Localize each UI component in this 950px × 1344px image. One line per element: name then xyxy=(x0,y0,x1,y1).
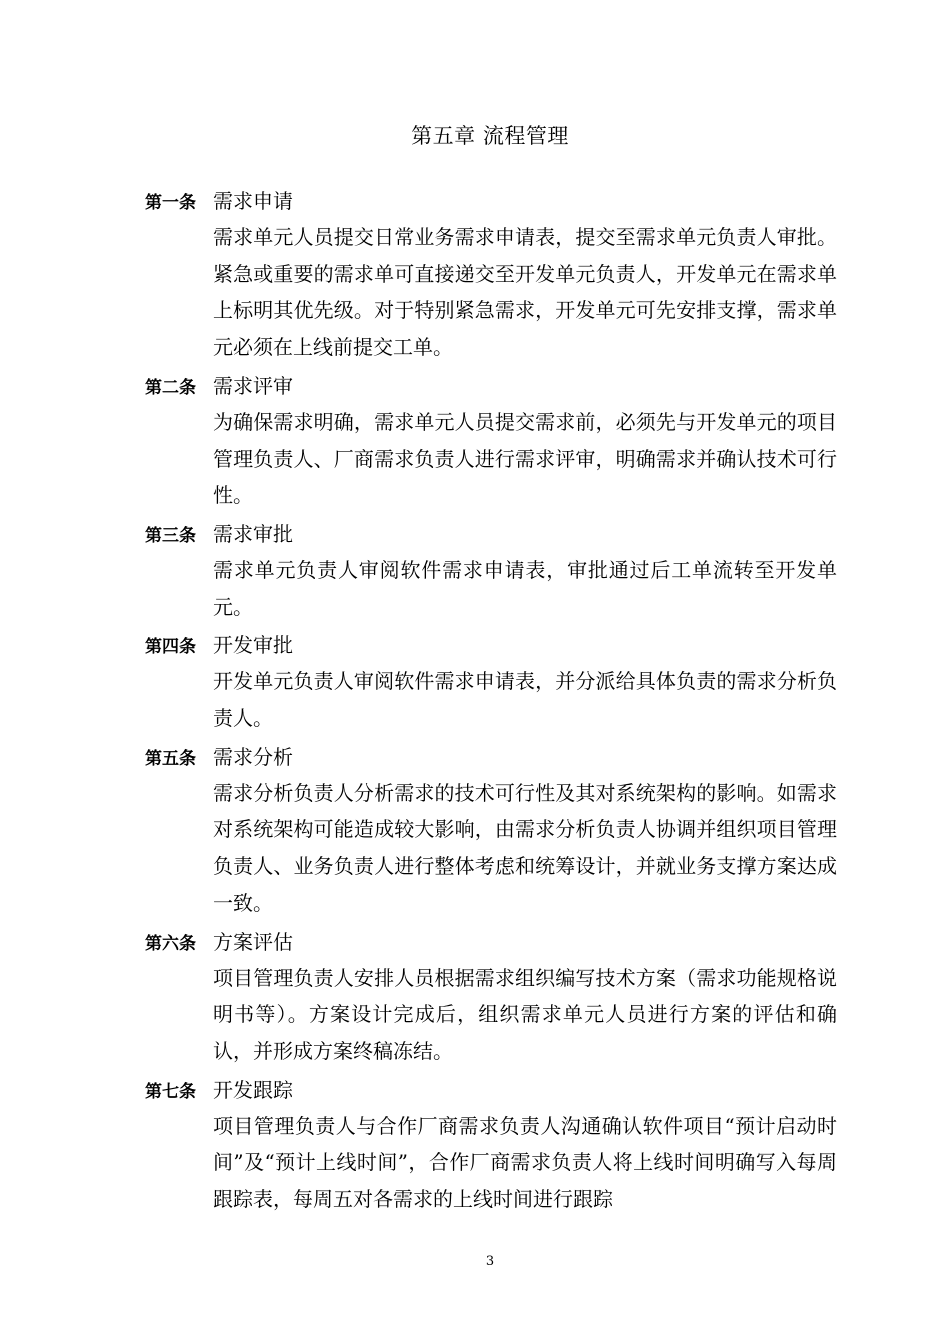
article-6 xyxy=(145,924,840,1070)
article-number: 第三条 xyxy=(145,525,196,546)
article-1 xyxy=(145,183,840,366)
article-body: 需求分析负责人分析需求的技术可行性及其对系统架构的影响。如需求对系统架构可能造成较大影响，由需求分析负责人协调并组织项目管理负责人、业务负责人进行整体考虑和统筹设计，并就业务支撑方案达成一致。 xyxy=(213,780,837,915)
article-heading xyxy=(145,516,840,552)
article-list xyxy=(145,183,840,1220)
article-title: 需求审批 xyxy=(213,521,293,546)
article-number: 第七条 xyxy=(145,1081,196,1102)
article-title: 方案评估 xyxy=(213,929,293,954)
article-heading xyxy=(145,924,840,960)
article-body: 开发单元负责人审阅软件需求申请表，并分派给具体负责的需求分析负责人。 xyxy=(213,669,837,731)
article-number: 第一条 xyxy=(145,193,196,213)
article-body: 为确保需求明确，需求单元人员提交需求前，必须先与开发单元的项目管理负责人、厂商需求负责人进行需求评审，明确需求并确认技术可行性。 xyxy=(213,409,837,508)
article-heading xyxy=(145,1072,840,1108)
article-number: 第二条 xyxy=(145,377,196,398)
chapter-title: 第五章 流程管理 xyxy=(411,124,569,148)
article-title: 需求评审 xyxy=(213,373,293,398)
article-number: 第五条 xyxy=(145,748,196,769)
article-2 xyxy=(145,368,840,514)
article-title: 需求分析 xyxy=(213,744,293,769)
article-body: 需求单元负责人审阅软件需求申请表，审批通过后工单流转至开发单元。 xyxy=(213,557,837,619)
article-heading xyxy=(145,627,840,663)
article-3 xyxy=(145,516,840,625)
article-4 xyxy=(145,627,840,736)
article-heading xyxy=(145,183,840,219)
article-number: 第六条 xyxy=(145,933,196,954)
article-body: 项目管理负责人与合作厂商需求负责人沟通确认软件项目“预计启动时间”及“预计上线时间”，合作厂商需求负责人将上线时间明确写入每周跟踪表，每周五对各需求的上线时间进行跟踪 xyxy=(213,1113,837,1212)
article-body: 需求单元人员提交日常业务需求申请表，提交至需求单元负责人审批。紧急或重要的需求单可直接递交至开发单元负责人，开发单元在需求单上标明其优先级。对于特别紧急需求，开发单元可先安排支撑，需求单元必须在上线前提交工单。 xyxy=(213,225,837,360)
article-7 xyxy=(145,1072,840,1218)
article-body: 项目管理负责人安排人员根据需求组织编写技术方案（需求功能规格说明书等）。方案设计完成后，组织需求单元人员进行方案的评估和确认，并形成方案终稿冻结。 xyxy=(213,965,837,1063)
page-number: 3 xyxy=(485,1254,495,1269)
article-title: 需求申请 xyxy=(213,189,293,213)
article-heading xyxy=(145,739,840,775)
article-number: 第四条 xyxy=(145,637,196,658)
article-5 xyxy=(145,739,840,922)
article-title: 开发审批 xyxy=(213,633,293,658)
article-heading xyxy=(145,368,840,404)
article-title: 开发跟踪 xyxy=(213,1077,293,1102)
